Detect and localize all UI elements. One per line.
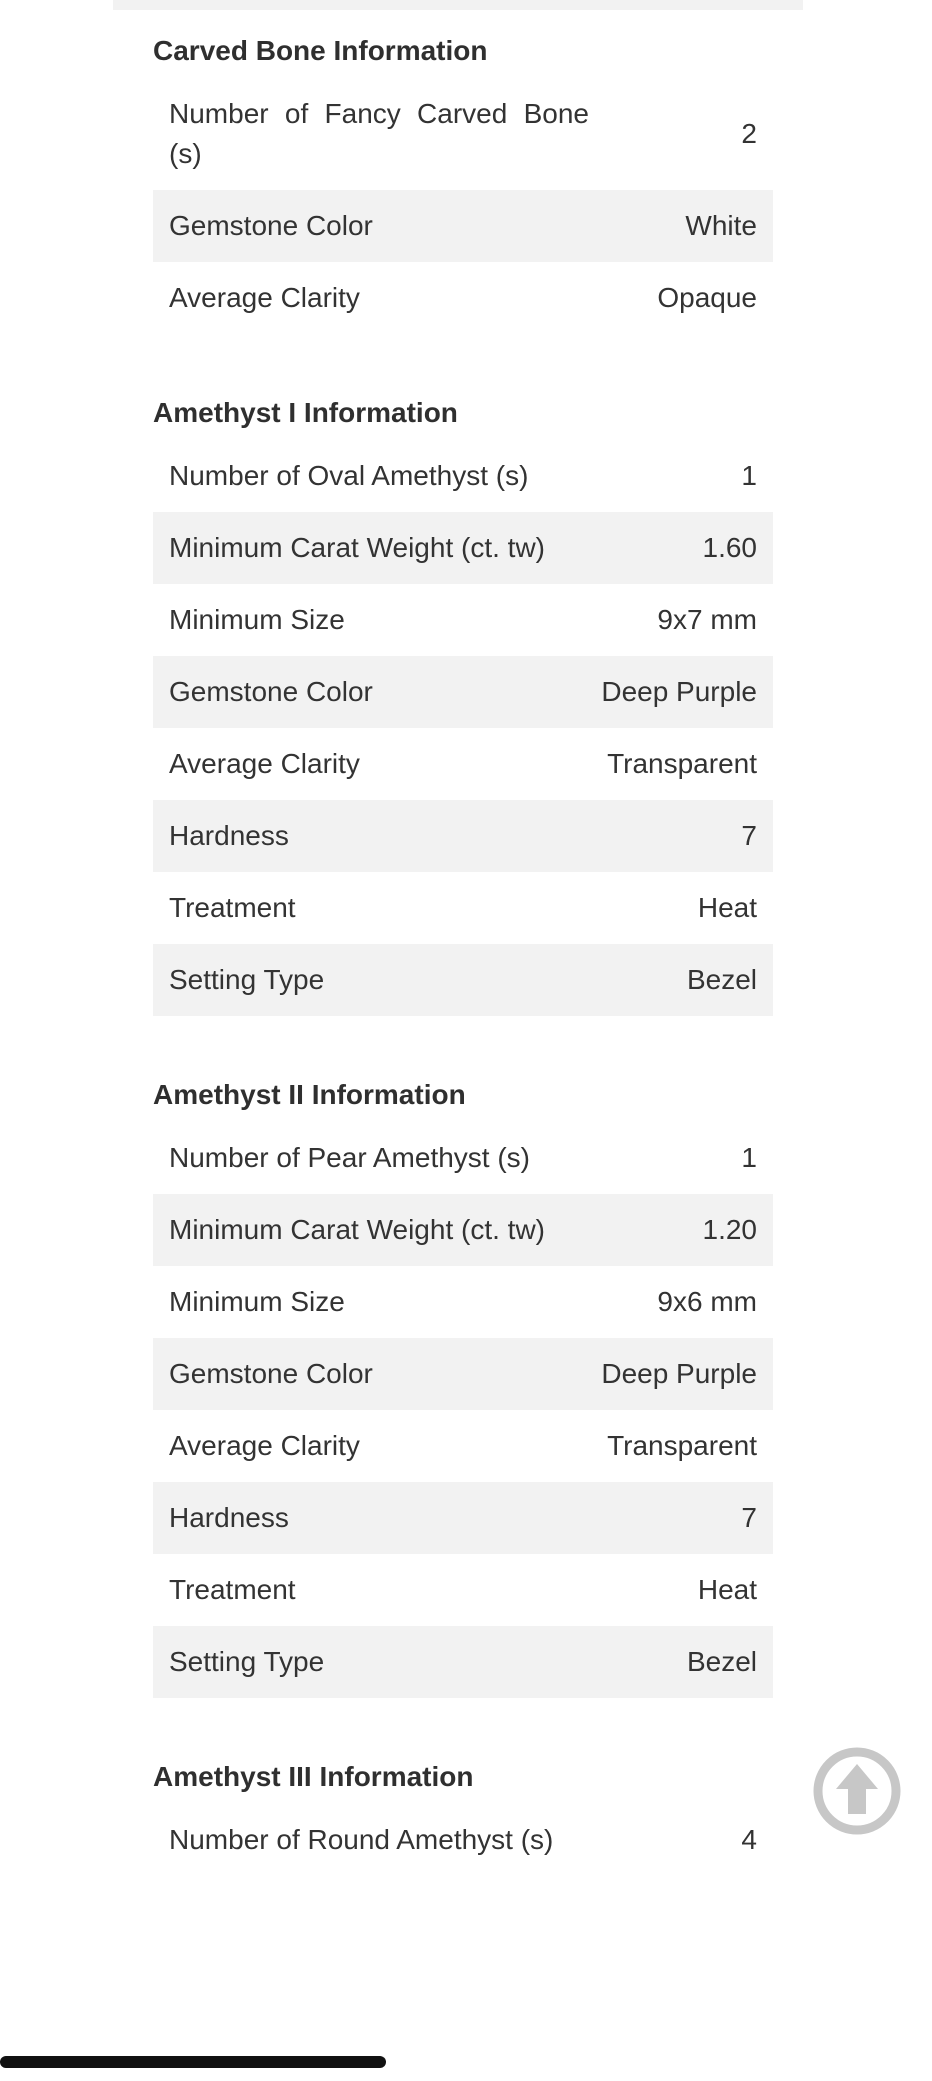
spec-value: Heat	[697, 892, 757, 923]
section-title: Carved Bone Information	[153, 35, 488, 66]
spec-value: Opaque	[657, 282, 757, 313]
spec-label-text: Gemstone Color	[169, 210, 373, 241]
spec-value: Deep Purple	[597, 656, 773, 728]
spec-value: 1.60	[597, 512, 773, 584]
spec-table	[153, 78, 773, 334]
spec-label-text: Number of Oval Amethyst (s)	[169, 460, 529, 491]
spec-value: 1	[741, 460, 757, 491]
spec-label	[153, 728, 597, 800]
scroll-to-top-button[interactable]	[812, 1746, 902, 1836]
spec-label	[153, 1554, 597, 1626]
spec-row	[153, 584, 773, 656]
spec-label	[153, 1194, 597, 1266]
spec-label	[153, 78, 597, 190]
spec-label-text: Number of Fancy Carved Bone (s)	[169, 98, 589, 169]
spec-label-text: Number of Pear Amethyst (s)	[169, 1142, 531, 1173]
spec-label-text: Gemstone Color	[169, 1358, 373, 1389]
spec-label	[153, 1266, 597, 1338]
spec-label	[153, 440, 597, 512]
spec-label-text: Treatment	[169, 1574, 296, 1605]
spec-label	[153, 1482, 597, 1554]
spec-value: 4	[741, 1824, 757, 1855]
spec-row	[153, 262, 773, 334]
spec-label-text: Treatment	[169, 892, 296, 923]
spec-label-text: Average Clarity	[169, 282, 360, 313]
spec-row	[153, 1266, 773, 1338]
spec-label-text: Setting Type	[169, 964, 325, 995]
section-title: Amethyst II Information	[153, 1079, 466, 1110]
spec-value: 9x6 mm	[657, 1286, 757, 1317]
spec-value: 1.20	[597, 1194, 773, 1266]
spec-label	[153, 1122, 597, 1194]
spec-label-text: Hardness	[169, 1502, 289, 1533]
spec-table	[153, 440, 773, 1016]
spec-label	[153, 656, 597, 728]
spec-row	[153, 728, 773, 800]
spec-label	[153, 512, 597, 584]
spec-section	[153, 390, 773, 1016]
spec-row	[153, 1804, 773, 1876]
spec-label	[153, 872, 597, 944]
top-divider-bar	[113, 0, 803, 10]
spec-label-text: Gemstone Color	[169, 676, 373, 707]
spec-label-text: Minimum Carat Weight (ct. tw)	[169, 1214, 545, 1245]
spec-value: 9x7 mm	[657, 604, 757, 635]
spec-label	[153, 1804, 597, 1876]
spec-label-text: Minimum Size	[169, 604, 345, 635]
spec-label	[153, 944, 597, 1016]
spec-value: Deep Purple	[597, 1338, 773, 1410]
spec-label-text: Hardness	[169, 820, 289, 851]
spec-label-text: Average Clarity	[169, 748, 360, 779]
spec-value: 7	[597, 800, 773, 872]
spec-table	[153, 1804, 773, 1876]
spec-value: Bezel	[597, 1626, 773, 1698]
spec-label	[153, 800, 597, 872]
spec-row	[153, 1410, 773, 1482]
spec-value: 1	[741, 1142, 757, 1173]
spec-label-text: Average Clarity	[169, 1430, 360, 1461]
spec-value: Bezel	[597, 944, 773, 1016]
spec-label	[153, 262, 597, 334]
spec-value: 7	[597, 1482, 773, 1554]
home-indicator	[0, 2056, 386, 2068]
spec-section	[153, 28, 773, 334]
spec-row	[153, 190, 773, 262]
spec-row	[153, 1482, 773, 1554]
spec-row	[153, 656, 773, 728]
spec-row	[153, 1338, 773, 1410]
product-specifications	[153, 28, 773, 1932]
spec-row	[153, 1554, 773, 1626]
spec-row	[153, 1626, 773, 1698]
arrow-up-circle-icon	[812, 1746, 902, 1836]
spec-label-text: Number of Round Amethyst (s)	[169, 1824, 554, 1855]
spec-row	[153, 800, 773, 872]
spec-row	[153, 440, 773, 512]
spec-row	[153, 1194, 773, 1266]
spec-label	[153, 1626, 597, 1698]
spec-row	[153, 944, 773, 1016]
spec-row	[153, 1122, 773, 1194]
spec-label-text: Minimum Carat Weight (ct. tw)	[169, 532, 545, 563]
spec-value: Transparent	[607, 1430, 757, 1461]
section-title: Amethyst III Information	[153, 1761, 474, 1792]
spec-label	[153, 190, 597, 262]
spec-label	[153, 1338, 597, 1410]
spec-row	[153, 512, 773, 584]
spec-row	[153, 78, 773, 190]
spec-table	[153, 1122, 773, 1698]
spec-value: White	[597, 190, 773, 262]
spec-value: 2	[741, 118, 757, 149]
spec-label-text: Minimum Size	[169, 1286, 345, 1317]
spec-value: Transparent	[607, 748, 757, 779]
spec-section	[153, 1754, 773, 1876]
section-title: Amethyst I Information	[153, 397, 458, 428]
spec-value: Heat	[697, 1574, 757, 1605]
spec-label	[153, 1410, 597, 1482]
spec-label	[153, 584, 597, 656]
spec-row	[153, 872, 773, 944]
spec-label-text: Setting Type	[169, 1646, 325, 1677]
spec-section	[153, 1072, 773, 1698]
